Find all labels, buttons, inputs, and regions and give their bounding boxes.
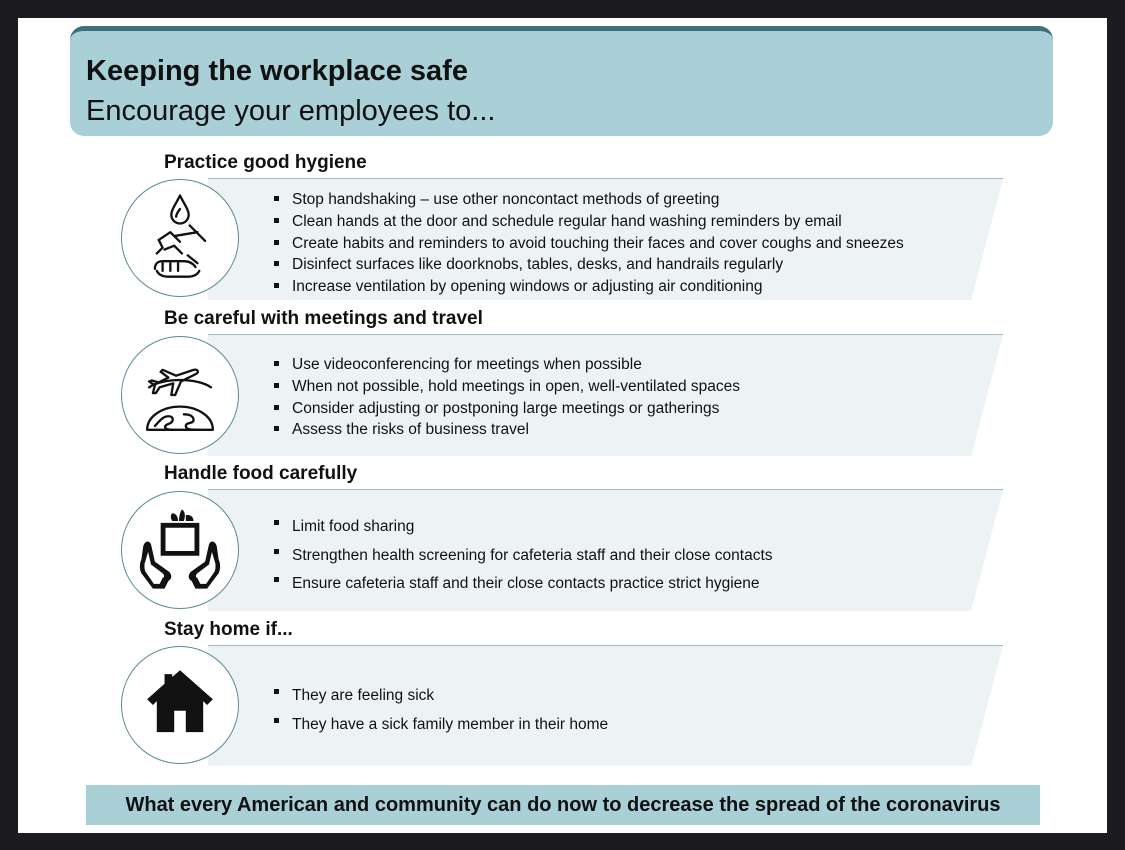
list-item: Create habits and reminders to avoid touching their faces and cover coughs and sneezes: [272, 233, 904, 255]
list-item: Clean hands at the door and schedule regular hand washing reminders by email: [272, 211, 904, 233]
header-banner: [70, 26, 1053, 136]
section-divider: [208, 334, 1003, 335]
list-item: They have a sick family member in their home: [272, 711, 608, 740]
stay-home-list: [272, 682, 608, 739]
section-divider: [208, 178, 1003, 179]
list-item: Limit food sharing: [272, 513, 773, 542]
list-item: Strengthen health screening for cafeteria staff and their close contacts: [272, 542, 773, 571]
section-title-hygiene: Practice good hygiene: [164, 152, 367, 173]
list-item: Increase ventilation by opening windows or adjusting air conditioning: [272, 276, 904, 298]
section-title-meetings-travel: Be careful with meetings and travel: [164, 308, 483, 329]
handwashing-icon: [121, 179, 239, 297]
page-title: Keeping the workplace safe: [86, 55, 468, 87]
list-item: When not possible, hold meetings in open, well-ventilated spaces: [272, 376, 740, 398]
food-box-hands-icon: [121, 491, 239, 609]
section-divider: [208, 489, 1003, 490]
hygiene-list: [272, 189, 904, 298]
list-item: Use videoconferencing for meetings when possible: [272, 354, 740, 376]
list-item: They are feeling sick: [272, 682, 608, 711]
section-divider: [208, 645, 1003, 646]
food-list: [272, 513, 773, 599]
list-item: Ensure cafeteria staff and their close contacts practice strict hygiene: [272, 570, 773, 599]
page-subtitle: Encourage your employees to...: [86, 95, 496, 127]
list-item: Disinfect surfaces like doorknobs, tables, desks, and handrails regularly: [272, 254, 904, 276]
section-title-food: Handle food carefully: [164, 463, 358, 484]
house-icon: [121, 646, 239, 764]
infographic-page: [18, 18, 1107, 833]
airplane-globe-icon: [121, 336, 239, 454]
footer-banner: What every American and community can do now to decrease the spread of the coronavirus: [86, 785, 1040, 825]
list-item: Assess the risks of business travel: [272, 419, 740, 441]
list-item: Stop handshaking – use other noncontact methods of greeting: [272, 189, 904, 211]
meetings-travel-list: [272, 354, 740, 441]
list-item: Consider adjusting or postponing large meetings or gatherings: [272, 398, 740, 420]
section-title-stay-home: Stay home if...: [164, 619, 293, 640]
